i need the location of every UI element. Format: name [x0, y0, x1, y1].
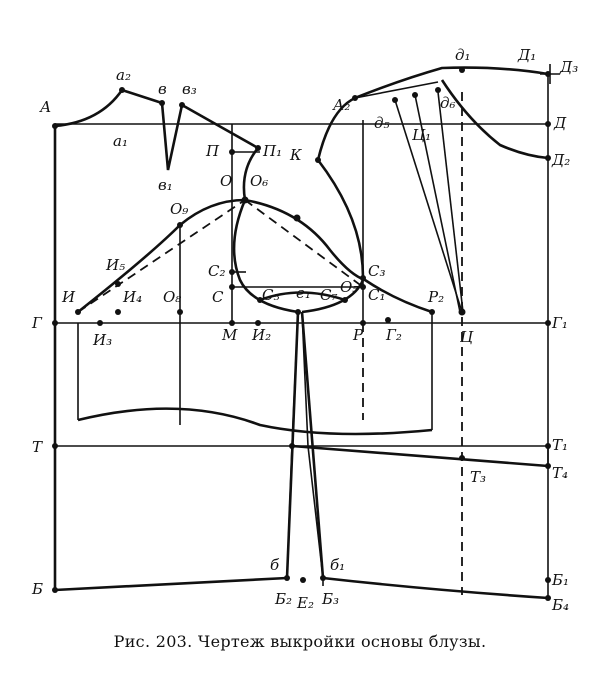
label-D1: Д₁ [518, 46, 537, 64]
label-T: Т [32, 438, 43, 456]
label-M: М [222, 326, 238, 344]
label-a1: а₁ [113, 132, 128, 150]
label-d1: д₁ [455, 46, 471, 64]
figure-caption: Рис. 203. Чертеж выкройки основы блузы. [113, 632, 487, 651]
shoulder-front-line-a [355, 82, 438, 98]
label-P: П [206, 142, 220, 160]
label-I2: И₂ [252, 326, 272, 344]
front-hem-line [323, 578, 548, 598]
label-C7: С₇ [320, 286, 338, 304]
label-T4: Т₄ [552, 464, 569, 482]
label-v3: в₃ [182, 80, 197, 98]
label-a2: а₂ [116, 66, 131, 84]
label-Ts: Ц [460, 328, 474, 346]
sleeve-hem-curve [78, 409, 432, 434]
label-I: И [62, 288, 76, 306]
label-O5: О₅ [340, 278, 359, 296]
label-B3: Б₃ [322, 590, 340, 608]
sleeve-dashed-right [245, 200, 363, 287]
label-K: К [290, 146, 302, 164]
back-shoulder-right [182, 105, 258, 148]
label-G1: Г₁ [552, 314, 568, 332]
label-O8: О₈ [163, 288, 182, 306]
label-Ts1: Ц₁ [412, 126, 432, 144]
label-G2: Г₂ [386, 326, 402, 344]
back-neckline [55, 90, 122, 126]
label-R: Р [353, 326, 364, 344]
label-v: в [158, 80, 167, 98]
back-hem-line [55, 578, 287, 590]
label-G: Г [32, 314, 42, 332]
label-D3: Д₃ [560, 58, 579, 76]
label-C1: С₁ [368, 286, 386, 304]
label-v1: в₁ [158, 176, 173, 194]
label-B: Б [32, 580, 44, 598]
label-O9: О₉ [170, 200, 189, 218]
label-C5: С₅ [262, 286, 280, 304]
label-O: О [220, 172, 233, 190]
label-D2: Д₂ [552, 151, 571, 169]
label-T3: Т₃ [470, 468, 487, 486]
label-d5: д₅ [374, 114, 390, 132]
label-P2: Р₂ [428, 288, 445, 306]
label-C3: С₃ [368, 262, 386, 280]
waist-to-bottom-right [292, 446, 548, 466]
front-neckline [442, 80, 548, 158]
label-B4: Б₄ [552, 596, 570, 614]
label-C: С [212, 288, 224, 306]
side-seam-right [302, 312, 323, 578]
label-A: А [40, 98, 52, 116]
label-D: Д [554, 114, 567, 132]
label-T1: Т₁ [552, 436, 569, 454]
label-I5: И₅ [106, 256, 126, 274]
label-O6: О₆ [250, 172, 269, 190]
label-b1: б₁ [330, 556, 346, 574]
label-I4: И₄ [123, 288, 143, 306]
label-B2: Б₂ [275, 590, 293, 608]
label-b: б [270, 556, 280, 574]
label-A2: А₂ [333, 96, 351, 114]
label-E2: Е₂ [297, 594, 314, 612]
label-d6: д₆ [440, 94, 456, 112]
label-e1: е₁ [296, 284, 311, 302]
dart-line-right [438, 92, 463, 312]
label-I3: И₃ [93, 331, 113, 349]
label-P1: П₁ [263, 142, 283, 160]
label-B1: Б₁ [552, 571, 570, 589]
back-shoulder-dart [162, 103, 182, 170]
label-C2: С₂ [208, 262, 226, 280]
back-shoulder-left [122, 90, 162, 103]
